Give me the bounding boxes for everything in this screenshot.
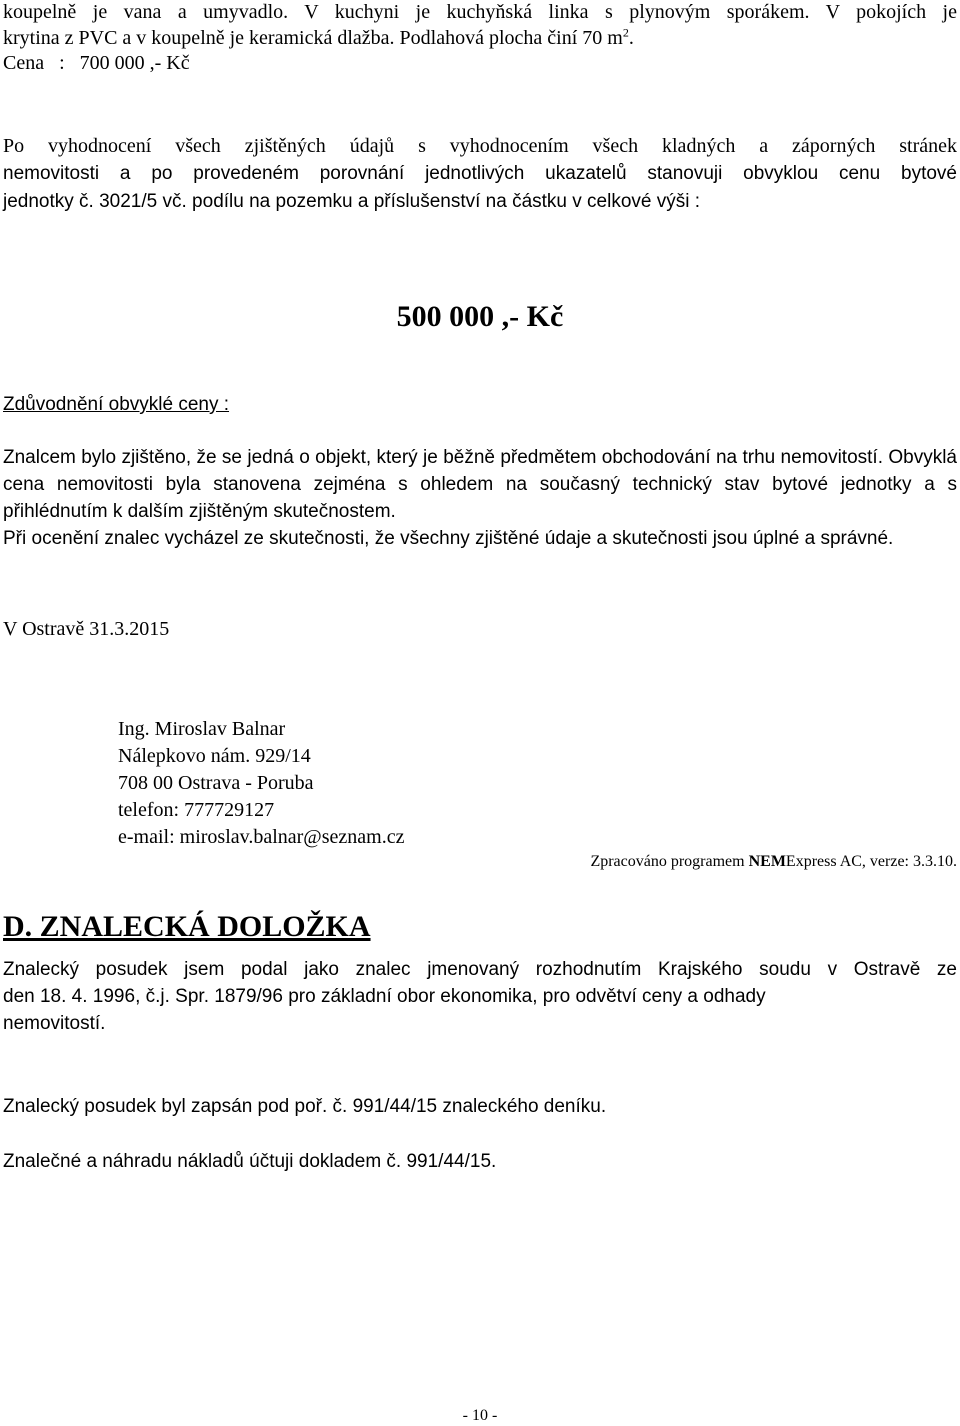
justification-heading: Zdůvodnění obvyklé ceny : xyxy=(3,394,230,415)
software-note xyxy=(590,852,957,872)
justification-paragraph-1 xyxy=(3,444,957,525)
section-d-line-3: nemovitostí. xyxy=(3,1013,106,1034)
expert-name: Ing. Miroslav Balnar xyxy=(118,718,286,740)
software-brand-bold: NEM xyxy=(748,853,786,870)
valuation-line-1: Po vyhodnocení všech zjištěných údajů s vyhodnocením všech kladných a záporných stránek xyxy=(3,135,957,157)
place-date: V Ostravě 31.3.2015 xyxy=(3,618,170,640)
intro-line-2 xyxy=(3,25,634,51)
expert-contact-block xyxy=(118,716,404,851)
registry-statement: Znalecký posudek byl zapsán pod poř. č. 991/44/15 znaleckého deníku. xyxy=(3,1096,607,1117)
section-d-line-1: Znalecký posudek jsem podal jako znalec jmenovaný rozhodnutím Krajského soudu v Ostravě ze xyxy=(3,959,957,980)
justification-paragraph-1-text: Znalcem bylo zjištěno, že se jedná o objekt, který je běžně předmětem obchodování na trhu nemovitostí. Obvyklá cena nemovitosti byla stanovena zejména s ohledem na současný technický stav bytové jednotky a s přihlédnutím k dalším zjištěným skutečnostem. xyxy=(3,447,957,522)
section-d-heading: D. ZNALECKÁ DOLOŽKA xyxy=(3,910,371,943)
expert-street: Nálepkovo nám. 929/14 xyxy=(118,745,311,767)
valuation-line-3: jednotky č. 3021/5 vč. podílu na pozemku a příslušenství na částku v celkové výši : xyxy=(3,191,701,212)
intro-line-2-superscript: 2 xyxy=(622,25,629,40)
intro-price-line: Cena : 700 000 ,- Kč xyxy=(3,52,190,74)
justification-paragraph-2-text: Při ocenění znalec vycházel ze skutečnosti, že všechny zjištěné údaje a skutečnosti jsou úplné a správné. xyxy=(3,528,894,549)
intro-line-1: koupelně je vana a umyvadlo. V kuchyni je kuchyňská linka s plynovým sporákem. V pokojích je xyxy=(3,1,957,23)
page-number: - 10 - xyxy=(462,1407,498,1424)
valuation-line-2: nemovitosti a po provedeném porovnání jednotlivých ukazatelů stanovuji obvyklou cenu bytové xyxy=(3,163,957,184)
software-brand-rest: Express AC, verze: 3.3.10. xyxy=(785,853,957,870)
expert-phone: telefon: 777729127 xyxy=(118,799,275,821)
expert-city: 708 00 Ostrava - Poruba xyxy=(118,772,314,794)
expert-email: e-mail: miroslav.balnar@seznam.cz xyxy=(118,826,405,848)
final-price: 500 000 ,- Kč xyxy=(396,300,564,333)
intro-line-2-text: krytina z PVC a v koupelně je keramická dlažba. Podlahová plocha činí 70 m xyxy=(3,27,623,49)
section-d-line-2: den 18. 4. 1996, č.j. Spr. 1879/96 pro základní obor ekonomika, pro odvětví ceny a odhady xyxy=(3,986,766,1007)
software-prefix: Zpracováno programem xyxy=(590,853,749,870)
justification-paragraph-2 xyxy=(3,525,957,552)
intro-line-2-end: . xyxy=(628,27,634,49)
fee-statement: Znalečné a náhradu nákladů účtuji dokladem č. 991/44/15. xyxy=(3,1151,497,1172)
